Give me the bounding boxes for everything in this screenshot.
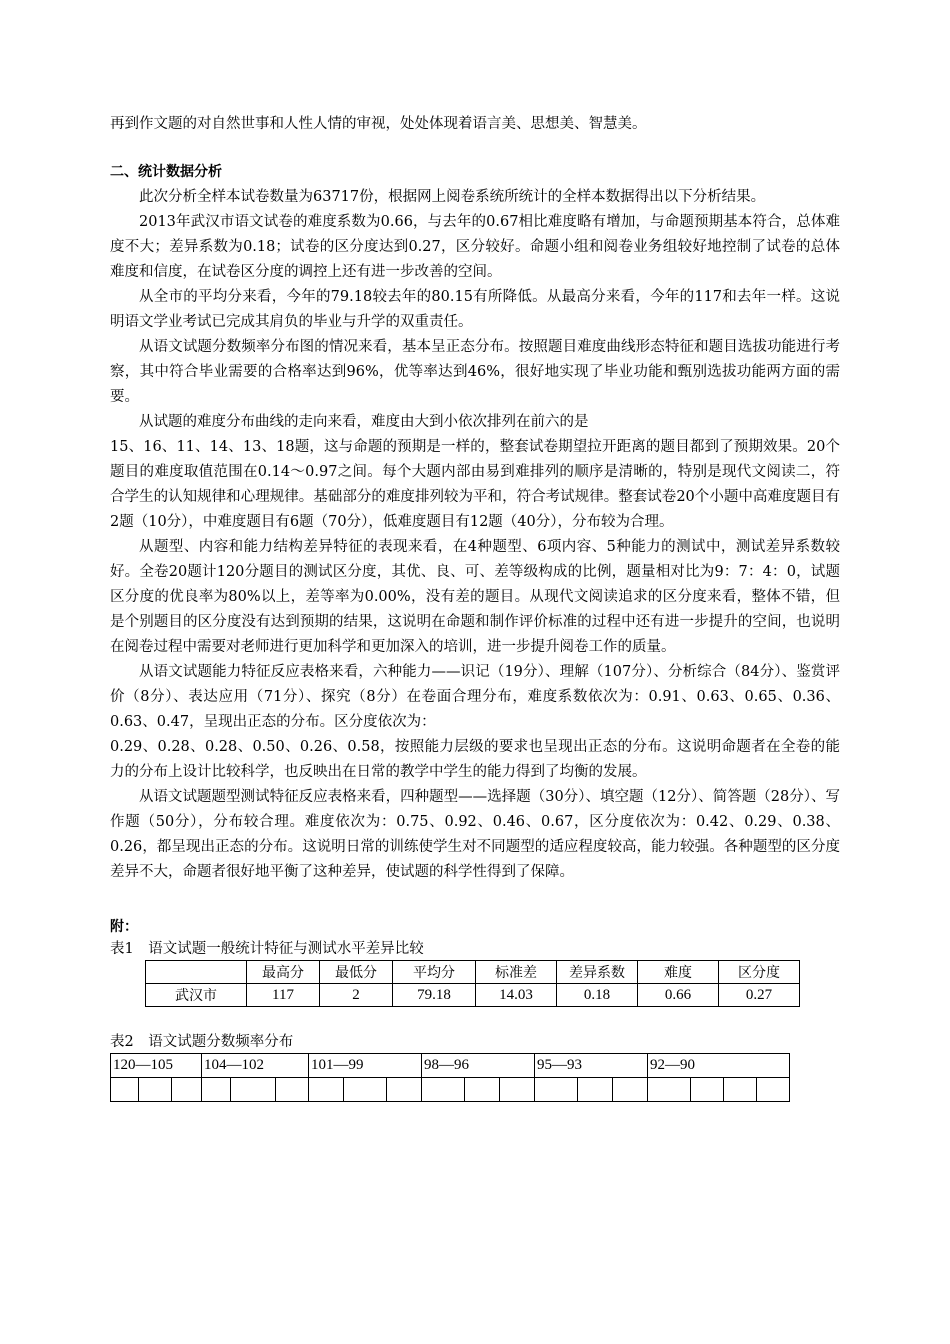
table1-cell-mean: 79.18: [393, 984, 476, 1007]
table2-empty-cell: [691, 1078, 724, 1102]
section-heading: 二、统计数据分析: [110, 164, 222, 180]
table1-header-cell: 标准差: [476, 961, 557, 984]
paragraph-intro-tail: 再到作文题的对自然世事和人性人情的审视，处处体现着语言美、思想美、智慧美。: [110, 116, 647, 132]
table1-cell-discrimination: 0.27: [719, 984, 800, 1007]
table2-range-cell: 120—105: [111, 1054, 202, 1078]
table2-empty-cell: [309, 1078, 344, 1102]
table2-empty-cell: [344, 1078, 387, 1102]
table1-cell-city: 武汉市: [146, 984, 247, 1007]
table2-empty-cell: [422, 1078, 465, 1102]
table1-row: [146, 984, 800, 1007]
paragraph-ability: 从语文试题能力特征反应表格来看，六种能力——识记（19分）、理解（107分）、分析综合（84分）、鉴赏评价（8分）、表达应用（71分）、探究（8分）在卷面合理分布，难度系数依次为：0.91、0.63、0.65、0.36、0.63、0.47，呈现出正态的分布。区分度依次为：: [110, 664, 840, 730]
table2-range-cell: 98—96: [422, 1054, 535, 1078]
table2-range-cell: 92—90: [648, 1054, 790, 1078]
paragraph-distribution: 从语文试题分数频率分布图的情况来看，基本呈正态分布。按照题目难度曲线形态特征和题目选拔功能进行考察，其中符合毕业需要的合格率达到96%，优等率达到46%，很好地实现了毕业功能和甄别选拔功能两方面的需要。: [110, 339, 840, 405]
paragraph-question-types: 从语文试题题型测试特征反应表格来看，四种题型——选择题（30分）、填空题（12分）、简答题（28分）、写作题（50分），分布较合理。难度依次为：0.75、0.92、0.46、0.67，区分度依次为：0.42、0.29、0.38、0.26，都呈现出正态的分布。这说明日常的训练使学生对不同题型的适应程度较高，能力较强。各种题型的区分度差异不大，命题者很好地平衡了这种差异，使试题的科学性得到了保障。: [110, 789, 840, 880]
paragraph-ability-cont: 0.29、0.28、0.28、0.50、0.26、0.58，按照能力层级的要求也呈现出正态的分布。这说明命题者在全卷的能力的分布上设计比较科学，也反映出在日常的教学中学生的能力得到了均衡的发展。: [110, 739, 840, 780]
table1-header-cell: [146, 961, 247, 984]
paragraph-difficulty-curve: 从试题的难度分布曲线的走向来看，难度由大到小依次排列在前六的是: [139, 414, 589, 430]
table1-header-cell: 最高分: [247, 961, 320, 984]
table2: [110, 1053, 790, 1102]
table2-empty-cell: [231, 1078, 276, 1102]
table2-empty-cell: [757, 1078, 790, 1102]
table1-cell-min: 2: [320, 984, 393, 1007]
table2-empty-cell: [202, 1078, 231, 1102]
table1-header-cell: 难度: [638, 961, 719, 984]
paragraph-difficulty: 2013年武汉市语文试卷的难度系数为0.66，与去年的0.67相比难度略有增加，与命题预期基本符合，总体难度不大；差异系数为0.18；试卷的区分度达到0.27，区分较好。命题小组和阅卷业务组较好地控制了试卷的总体难度和信度，在试卷区分度的调控上还有进一步改善的空间。: [110, 214, 840, 280]
paragraph-structure: 从题型、内容和能力结构差异特征的表现来看，在4种题型、6项内容、5种能力的测试中，测试差异系数较好。全卷20题计120分题目的测试区分度，其优、良、可、差等级构成的比例，题量相对比为9：7：4：0，试题区分度的优良率为80%以上，差等率为0.00%，没有差的题目。从现代文阅读追求的区分度来看，整体不错，但是个别题目的区分度没有达到预期的结果，这说明在命题和制作评价标准的过程中还有进一步提升的空间，也说明在阅卷过程中需要对老师进行更加科学和更加深入的培训，进一步提升阅卷工作的质量。: [110, 539, 840, 655]
table2-empty-cell: [465, 1078, 500, 1102]
table2-empty-cell: [387, 1078, 422, 1102]
table2-range-cell: 104—102: [202, 1054, 309, 1078]
table2-empty-cell: [172, 1078, 202, 1102]
table2-empty-cell: [535, 1078, 578, 1102]
table1-cell-difficulty: 0.66: [638, 984, 719, 1007]
table1-cell-cv: 0.18: [557, 984, 638, 1007]
table1-header-cell: 平均分: [393, 961, 476, 984]
table2-empty-cell: [111, 1078, 139, 1102]
table2-empty-cell: [648, 1078, 691, 1102]
table1-header-cell: 区分度: [719, 961, 800, 984]
table2-empty-cell: [578, 1078, 613, 1102]
table2-empty-cell: [613, 1078, 648, 1102]
table1-cell-max: 117: [247, 984, 320, 1007]
document-page: [110, 112, 840, 1102]
table2-caption: 表2 语文试题分数频率分布: [110, 1034, 294, 1050]
table2-empty-row: [111, 1078, 790, 1102]
table2-range-cell: 95—93: [535, 1054, 648, 1078]
table1: [145, 960, 800, 1007]
paragraph-average: 从全市的平均分来看，今年的79.18较去年的80.15有所降低。从最高分来看，今年的117和去年一样。这说明语文学业考试已完成其肩负的毕业与升学的双重责任。: [110, 289, 840, 330]
paragraph-difficulty-curve-cont: 15、16、11、14、13、18题，这与命题的预期是一样的，整套试卷期望拉开距离的题目都到了预期效果。20个题目的难度取值范围在0.14～0.97之间。每个大题内部由易到难排列的顺序是清晰的，特别是现代文阅读二，符合学生的认知规律和心理规律。基础部分的难度排列较为平和，符合考试规律。整套试卷20个小题中高难度题目有2题（10分），中难度题目有6题（70分），低难度题目有12题（40分），分布较为合理。: [110, 439, 840, 530]
appendix-label: 附：: [110, 919, 138, 935]
table2-empty-cell: [500, 1078, 535, 1102]
table2-empty-cell: [724, 1078, 757, 1102]
table1-cell-std: 14.03: [476, 984, 557, 1007]
table1-caption: 表1 语文试题一般统计特征与测试水平差异比较: [110, 941, 424, 957]
table2-empty-cell: [138, 1078, 172, 1102]
table2-empty-cell: [276, 1078, 309, 1102]
table2-range-row: [111, 1054, 790, 1078]
paragraph-sample-size: 此次分析全样本试卷数量为63717份，根据网上阅卷系统所统计的全样本数据得出以下分析结果。: [139, 189, 766, 205]
table1-header-row: [146, 961, 800, 984]
table1-header-cell: 差异系数: [557, 961, 638, 984]
table2-range-cell: 101—99: [309, 1054, 422, 1078]
table1-header-cell: 最低分: [320, 961, 393, 984]
